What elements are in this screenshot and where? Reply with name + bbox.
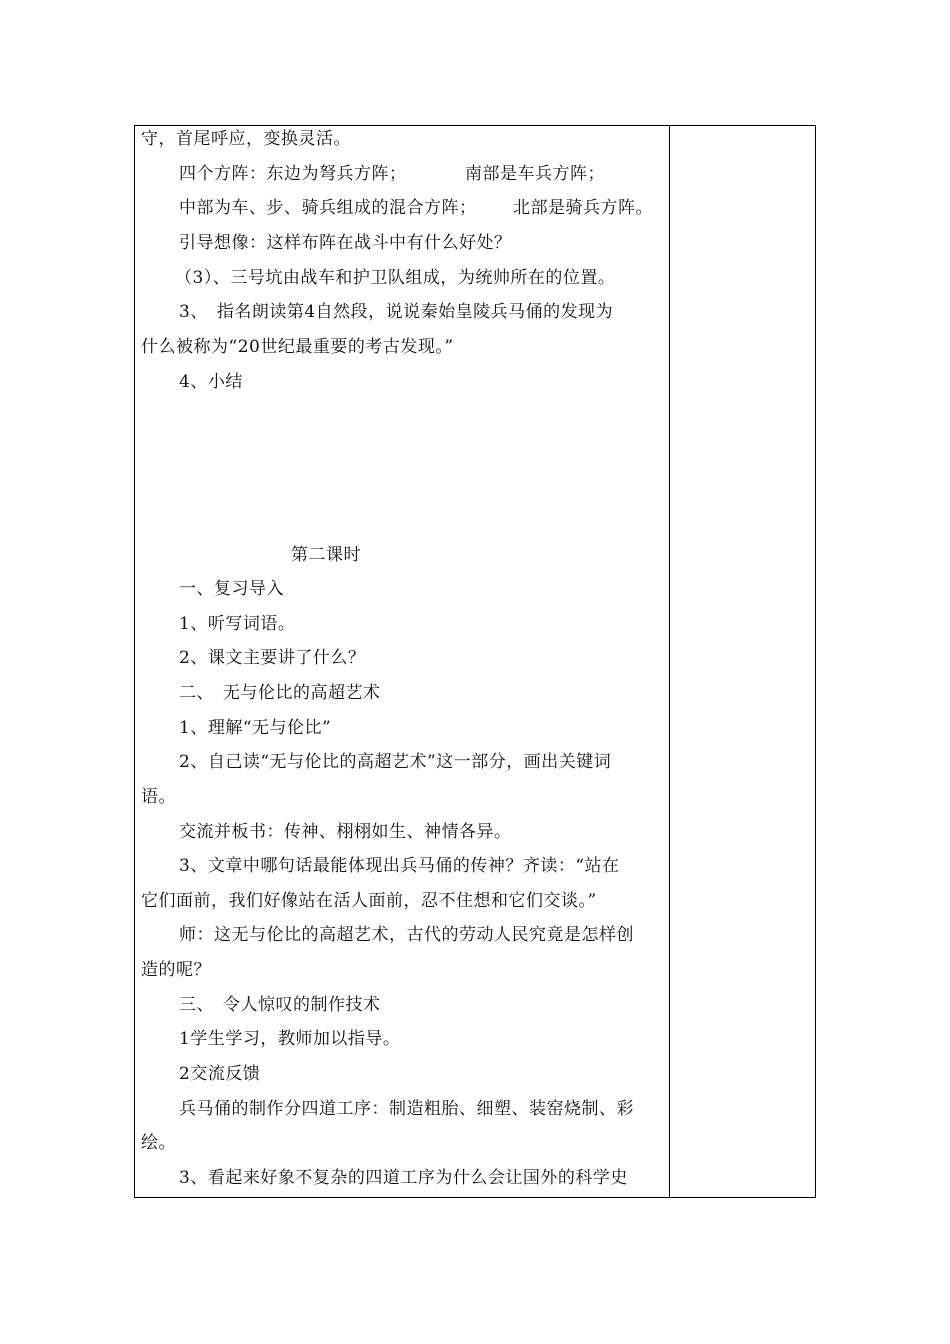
text-line: 3、 指名朗读第4自然段，说说秦始皇陵兵马俑的发现为 bbox=[179, 302, 614, 322]
text-line: 三、 令人惊叹的制作技术 bbox=[179, 995, 381, 1015]
text-line: 二、 无与伦比的高超艺术 bbox=[179, 683, 381, 703]
text-line: 3、文章中哪句话最能体现出兵马俑的传神？齐读：“站在 bbox=[179, 856, 620, 876]
text-line: 2、自己读“无与伦比的高超艺术”这一部分，画出关键词 bbox=[179, 752, 612, 772]
text-line: 一、复习导入 bbox=[179, 579, 284, 599]
text-line: 北部是骑兵方阵。 bbox=[513, 198, 653, 218]
text-line: 2、课文主要讲了什么？ bbox=[179, 648, 366, 668]
text-line: 师：这无与伦比的高超艺术，古代的劳动人民究竟是怎样创 bbox=[179, 925, 634, 945]
text-line: 什么被称为“20世纪最重要的考古发现。” bbox=[141, 337, 454, 357]
text-line: 四个方阵：东边为弩兵方阵； bbox=[179, 164, 407, 184]
text-line: （3）、三号坑由战车和护卫队组成，为统帅所在的位置。 bbox=[175, 268, 616, 288]
section-heading: 第二课时 bbox=[291, 545, 361, 565]
text-line: 交流并板书：传神、栩栩如生、神情各异。 bbox=[179, 822, 512, 842]
text-line: 兵马俑的制作分四道工序：制造粗胎、细塑、装窑烧制、彩 bbox=[179, 1099, 634, 1119]
text-line: 南部是车兵方阵； bbox=[465, 164, 605, 184]
text-line: 1、听写词语。 bbox=[179, 614, 296, 634]
text-line: 2交流反馈 bbox=[179, 1064, 261, 1084]
text-line: 中部为车、步、骑兵组成的混合方阵； bbox=[179, 198, 477, 218]
text-line: 1学生学习，教师加以指导。 bbox=[179, 1029, 401, 1049]
text-line: 3、看起来好象不复杂的四道工序为什么会让国外的科学史 bbox=[179, 1168, 628, 1188]
text-line: 绘。 bbox=[141, 1133, 176, 1153]
text-line: 造的呢？ bbox=[141, 960, 211, 980]
text-line: 语。 bbox=[141, 787, 176, 807]
text-line: 引导想像：这样布阵在战斗中有什么好处？ bbox=[179, 233, 512, 253]
text-line: 4、小结 bbox=[179, 372, 243, 392]
lesson-plan-table bbox=[134, 125, 816, 1198]
text-line: 1、理解“无与伦比” bbox=[179, 718, 332, 738]
text-line: 它们面前，我们好像站在活人面前，忍不住想和它们交谈。” bbox=[141, 891, 597, 911]
text-line: 守，首尾呼应，变换灵活。 bbox=[141, 129, 351, 149]
column-divider bbox=[669, 126, 670, 1197]
